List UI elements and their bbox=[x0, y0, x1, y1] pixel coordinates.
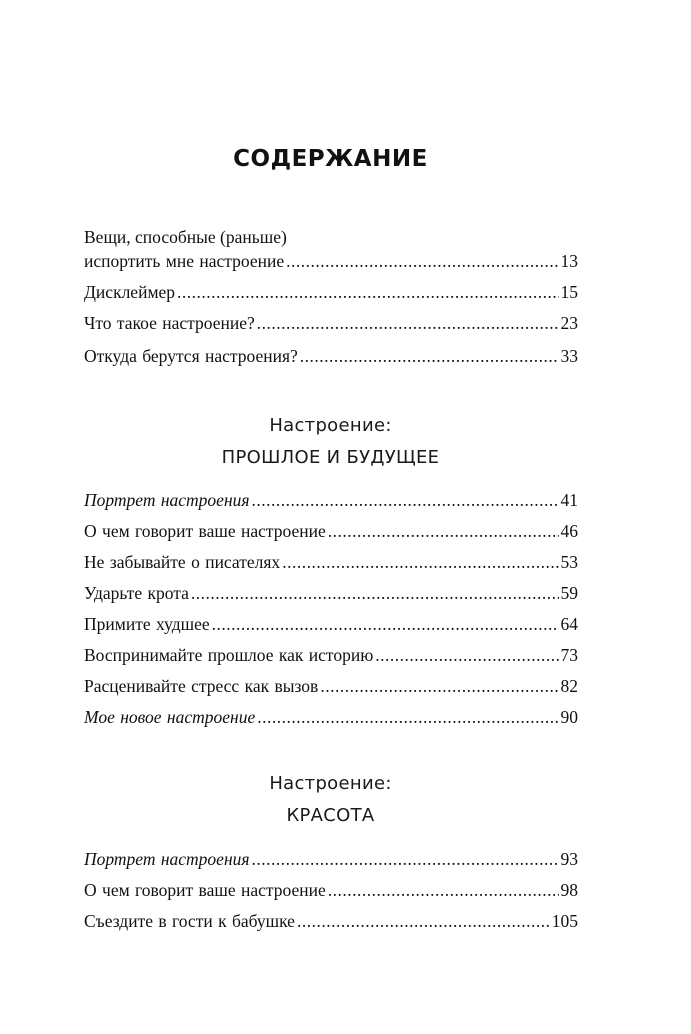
toc-entry-label: Откуда берутся настроения? bbox=[84, 346, 298, 366]
toc-entry-label: Воспринимайте прошлое как историю bbox=[84, 645, 374, 665]
dot-leader bbox=[252, 847, 559, 871]
toc-entry[interactable] bbox=[84, 643, 578, 674]
toc-section-list bbox=[84, 488, 578, 736]
toc-entry-label: Расценивайте стресс как вызов bbox=[84, 676, 319, 696]
dot-leader bbox=[212, 612, 559, 636]
dot-leader bbox=[252, 488, 559, 512]
section-heading-line1: Настроение: bbox=[269, 773, 392, 794]
dot-leader bbox=[300, 344, 559, 368]
toc-entry[interactable] bbox=[84, 344, 578, 375]
dot-leader bbox=[375, 643, 558, 667]
toc-page-number: 33 bbox=[560, 346, 578, 366]
toc-section-list bbox=[84, 847, 578, 940]
dot-leader bbox=[297, 909, 550, 933]
toc-page-number: 90 bbox=[560, 707, 578, 727]
toc-page-number: 73 bbox=[560, 645, 578, 665]
dot-leader bbox=[257, 311, 559, 335]
section-heading bbox=[0, 410, 661, 474]
toc-page-number: 53 bbox=[560, 552, 578, 572]
toc-entry-label: Что такое настроение? bbox=[84, 313, 255, 333]
toc-page-number: 64 bbox=[560, 614, 578, 634]
toc-page-number: 59 bbox=[560, 583, 578, 603]
toc-entry-label: испортить мне настроение bbox=[84, 251, 285, 271]
toc-entry-label: О чем говорит ваше настроение bbox=[84, 521, 326, 541]
toc-entry[interactable] bbox=[84, 674, 578, 705]
toc-entry-label: Мое новое настроение bbox=[84, 707, 256, 727]
toc-entry-label: Ударьте крота bbox=[84, 583, 189, 603]
toc-entry[interactable] bbox=[84, 225, 578, 280]
toc-entry[interactable] bbox=[84, 878, 578, 909]
toc-entry[interactable] bbox=[84, 550, 578, 581]
toc-entry[interactable] bbox=[84, 311, 578, 342]
dot-leader bbox=[282, 550, 558, 574]
toc-entry[interactable] bbox=[84, 909, 578, 940]
toc-entry[interactable] bbox=[84, 488, 578, 519]
toc-entry[interactable] bbox=[84, 280, 578, 311]
section-heading-line2: КРАСОТА bbox=[286, 805, 375, 826]
dot-leader bbox=[286, 249, 558, 273]
page-title: СОДЕРЖАНИЕ bbox=[233, 146, 428, 172]
toc-entry[interactable] bbox=[84, 581, 578, 612]
toc-page-number: 13 bbox=[560, 251, 578, 271]
toc-entry-label: Не забывайте о писателях bbox=[84, 552, 281, 572]
toc-entry-label: Дисклеймер bbox=[84, 282, 176, 302]
section-heading bbox=[0, 768, 661, 832]
toc-page-number: 105 bbox=[551, 911, 578, 931]
toc-page-number: 98 bbox=[560, 880, 578, 900]
toc-entry[interactable] bbox=[84, 519, 578, 550]
toc-entry[interactable] bbox=[84, 705, 578, 736]
dot-leader bbox=[328, 878, 559, 902]
toc-intro-list bbox=[84, 225, 578, 375]
toc-page-number: 41 bbox=[560, 490, 578, 510]
toc-page-number: 46 bbox=[560, 521, 578, 541]
dot-leader bbox=[328, 519, 559, 543]
toc-page-number: 23 bbox=[560, 313, 578, 333]
section-heading-line2: ПРОШЛОЕ И БУДУЩЕЕ bbox=[221, 447, 440, 468]
toc-page-number: 82 bbox=[560, 676, 578, 696]
dot-leader bbox=[191, 581, 559, 605]
toc-entry-label: Портрет настроения bbox=[84, 490, 250, 510]
dot-leader bbox=[177, 280, 558, 304]
toc-entry-label: Примите худшее bbox=[84, 614, 210, 634]
toc-entry[interactable] bbox=[84, 847, 578, 878]
toc-entry[interactable] bbox=[84, 612, 578, 643]
toc-page-number: 15 bbox=[560, 282, 578, 302]
toc-page-number: 93 bbox=[560, 849, 578, 869]
toc-entry-label: Портрет настроения bbox=[84, 849, 250, 869]
dot-leader bbox=[257, 705, 558, 729]
toc-entry-label: О чем говорит ваше настроение bbox=[84, 880, 326, 900]
toc-entry-label: Съездите в гости к бабушке bbox=[84, 911, 295, 931]
section-heading-line1: Настроение: bbox=[269, 415, 392, 436]
dot-leader bbox=[320, 674, 558, 698]
toc-entry-label-line1: Вещи, способные (раньше) bbox=[84, 227, 287, 247]
